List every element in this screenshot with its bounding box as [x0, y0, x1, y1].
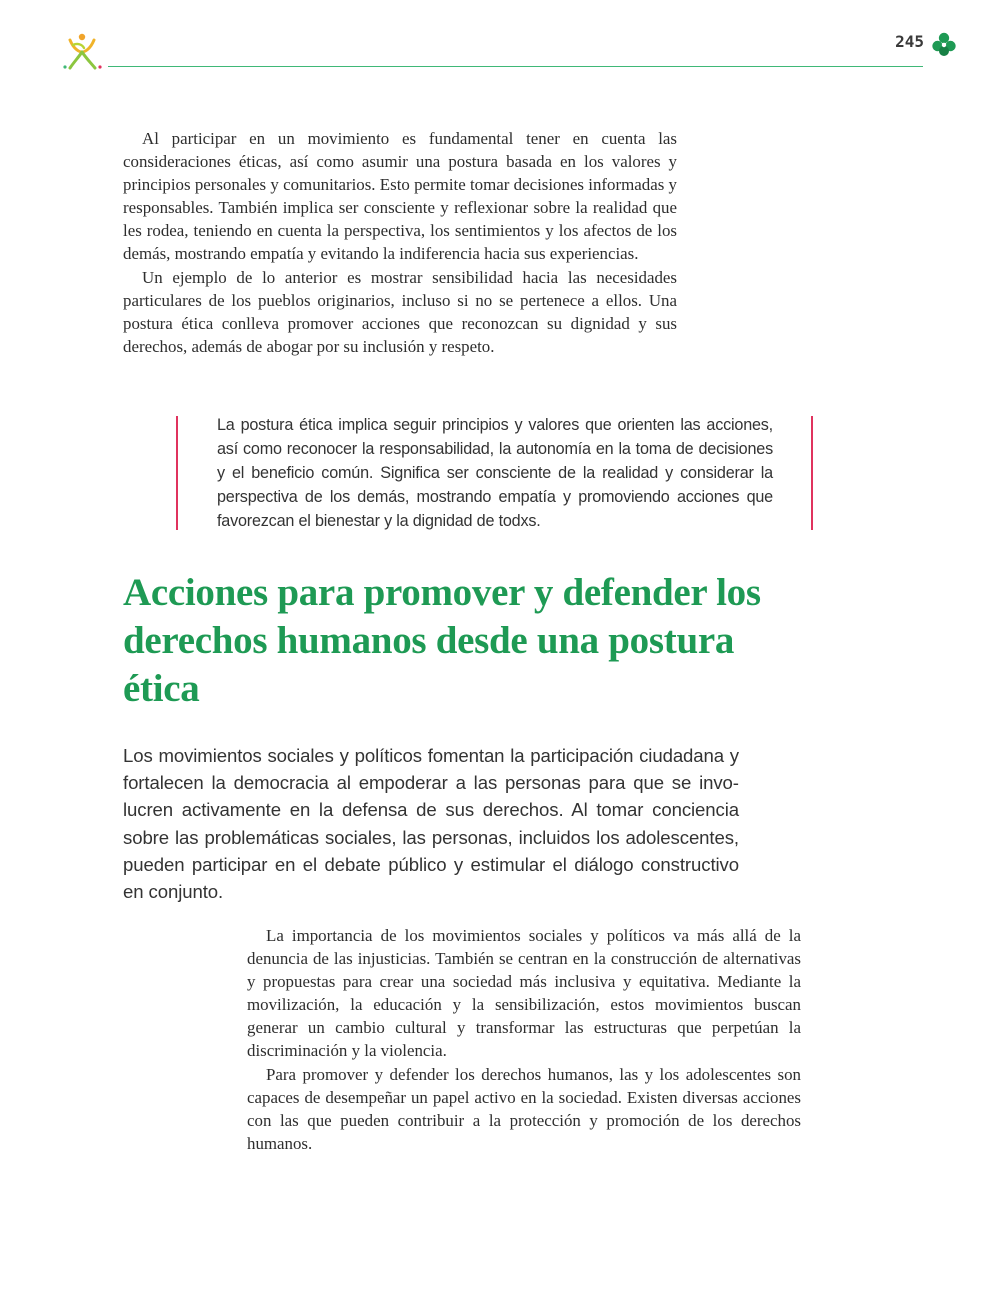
lead-paragraph: Los movimientos sociales y políticos fomentan la participación ciudadana y fortalecen la democracia al empoderar a las personas para que se involucren activamente en la defensa de sus derechos. Al tomar conciencia sobre las problemáticas sociales, las personas, incluidos los adolescentes, pueden participar en el debate público y estimular el diálogo constructivo en conjunto. — [123, 745, 739, 903]
callout-left-bar — [176, 416, 178, 530]
callout-text: La postura ética implica seguir principios y valores que orienten las acciones, así como reconocer la responsabilidad, la autonomía en la toma de decisiones y el beneficio común. Significa ser consciente de la realidad y considerar la perspectiva de los demás, mostrando empatía y promoviendo acciones que favorezcan el bienestar y la dignidad de todxs. — [217, 416, 773, 530]
page-number: 245 — [895, 32, 924, 51]
intro-paragraph-2: Un ejemplo de lo anterior es mostrar sensibilidad hacia las necesidades particulares de los pueblos originarios, incluso si no se pertenece a ellos. Una postura ética conlleva promover acciones que reconozcan su dignidad y sus derechos, además de abogar por su inclusión y respeto. — [123, 267, 677, 356]
definition-callout — [176, 414, 813, 531]
cluster-logo-icon — [930, 31, 958, 59]
figure-logo-icon — [60, 30, 104, 74]
body-paragraph-1: La importancia de los movimientos sociales y políticos va más allá de la denuncia de las injusticias. También se centran en la construcción de alternativas y propuestas para crear una sociedad más inclusiva y equitativa. Mediante la movilización, la educación y la sensibilización, estos movimientos buscan generar un cambio cultural y transformar las estructuras que perpetúan la discriminación y la violencia. — [247, 926, 801, 1061]
section-title: Acciones para promover y defender los derechos humanos desde una postura ética — [123, 571, 761, 710]
body-text — [247, 924, 801, 1155]
callout-right-bar — [811, 416, 813, 530]
header-rule — [108, 66, 923, 67]
body-paragraph-2: Para promover y defender los derechos humanos, las y los adolescentes son capaces de desempeñar un papel activo en la sociedad. Existen diversas acciones con las que pueden contribuir a la protección y promoción de los derechos humanos. — [247, 1064, 801, 1153]
intro-paragraph-1: Al participar en un movimiento es fundamental tener en cuenta las consideraciones éticas, así como asumir una postura basada en los valores y principios personales y comunitarios. Esto permite tomar decisiones informadas y responsables. También implica ser consciente y reflexionar sobre la realidad que les rodea, teniendo en cuenta la perspectiva, los sentimientos y los afectos de los demás, mostrando empatía y evitando la indiferencia hacia sus experiencias. — [123, 129, 677, 264]
intro-text — [123, 127, 677, 358]
